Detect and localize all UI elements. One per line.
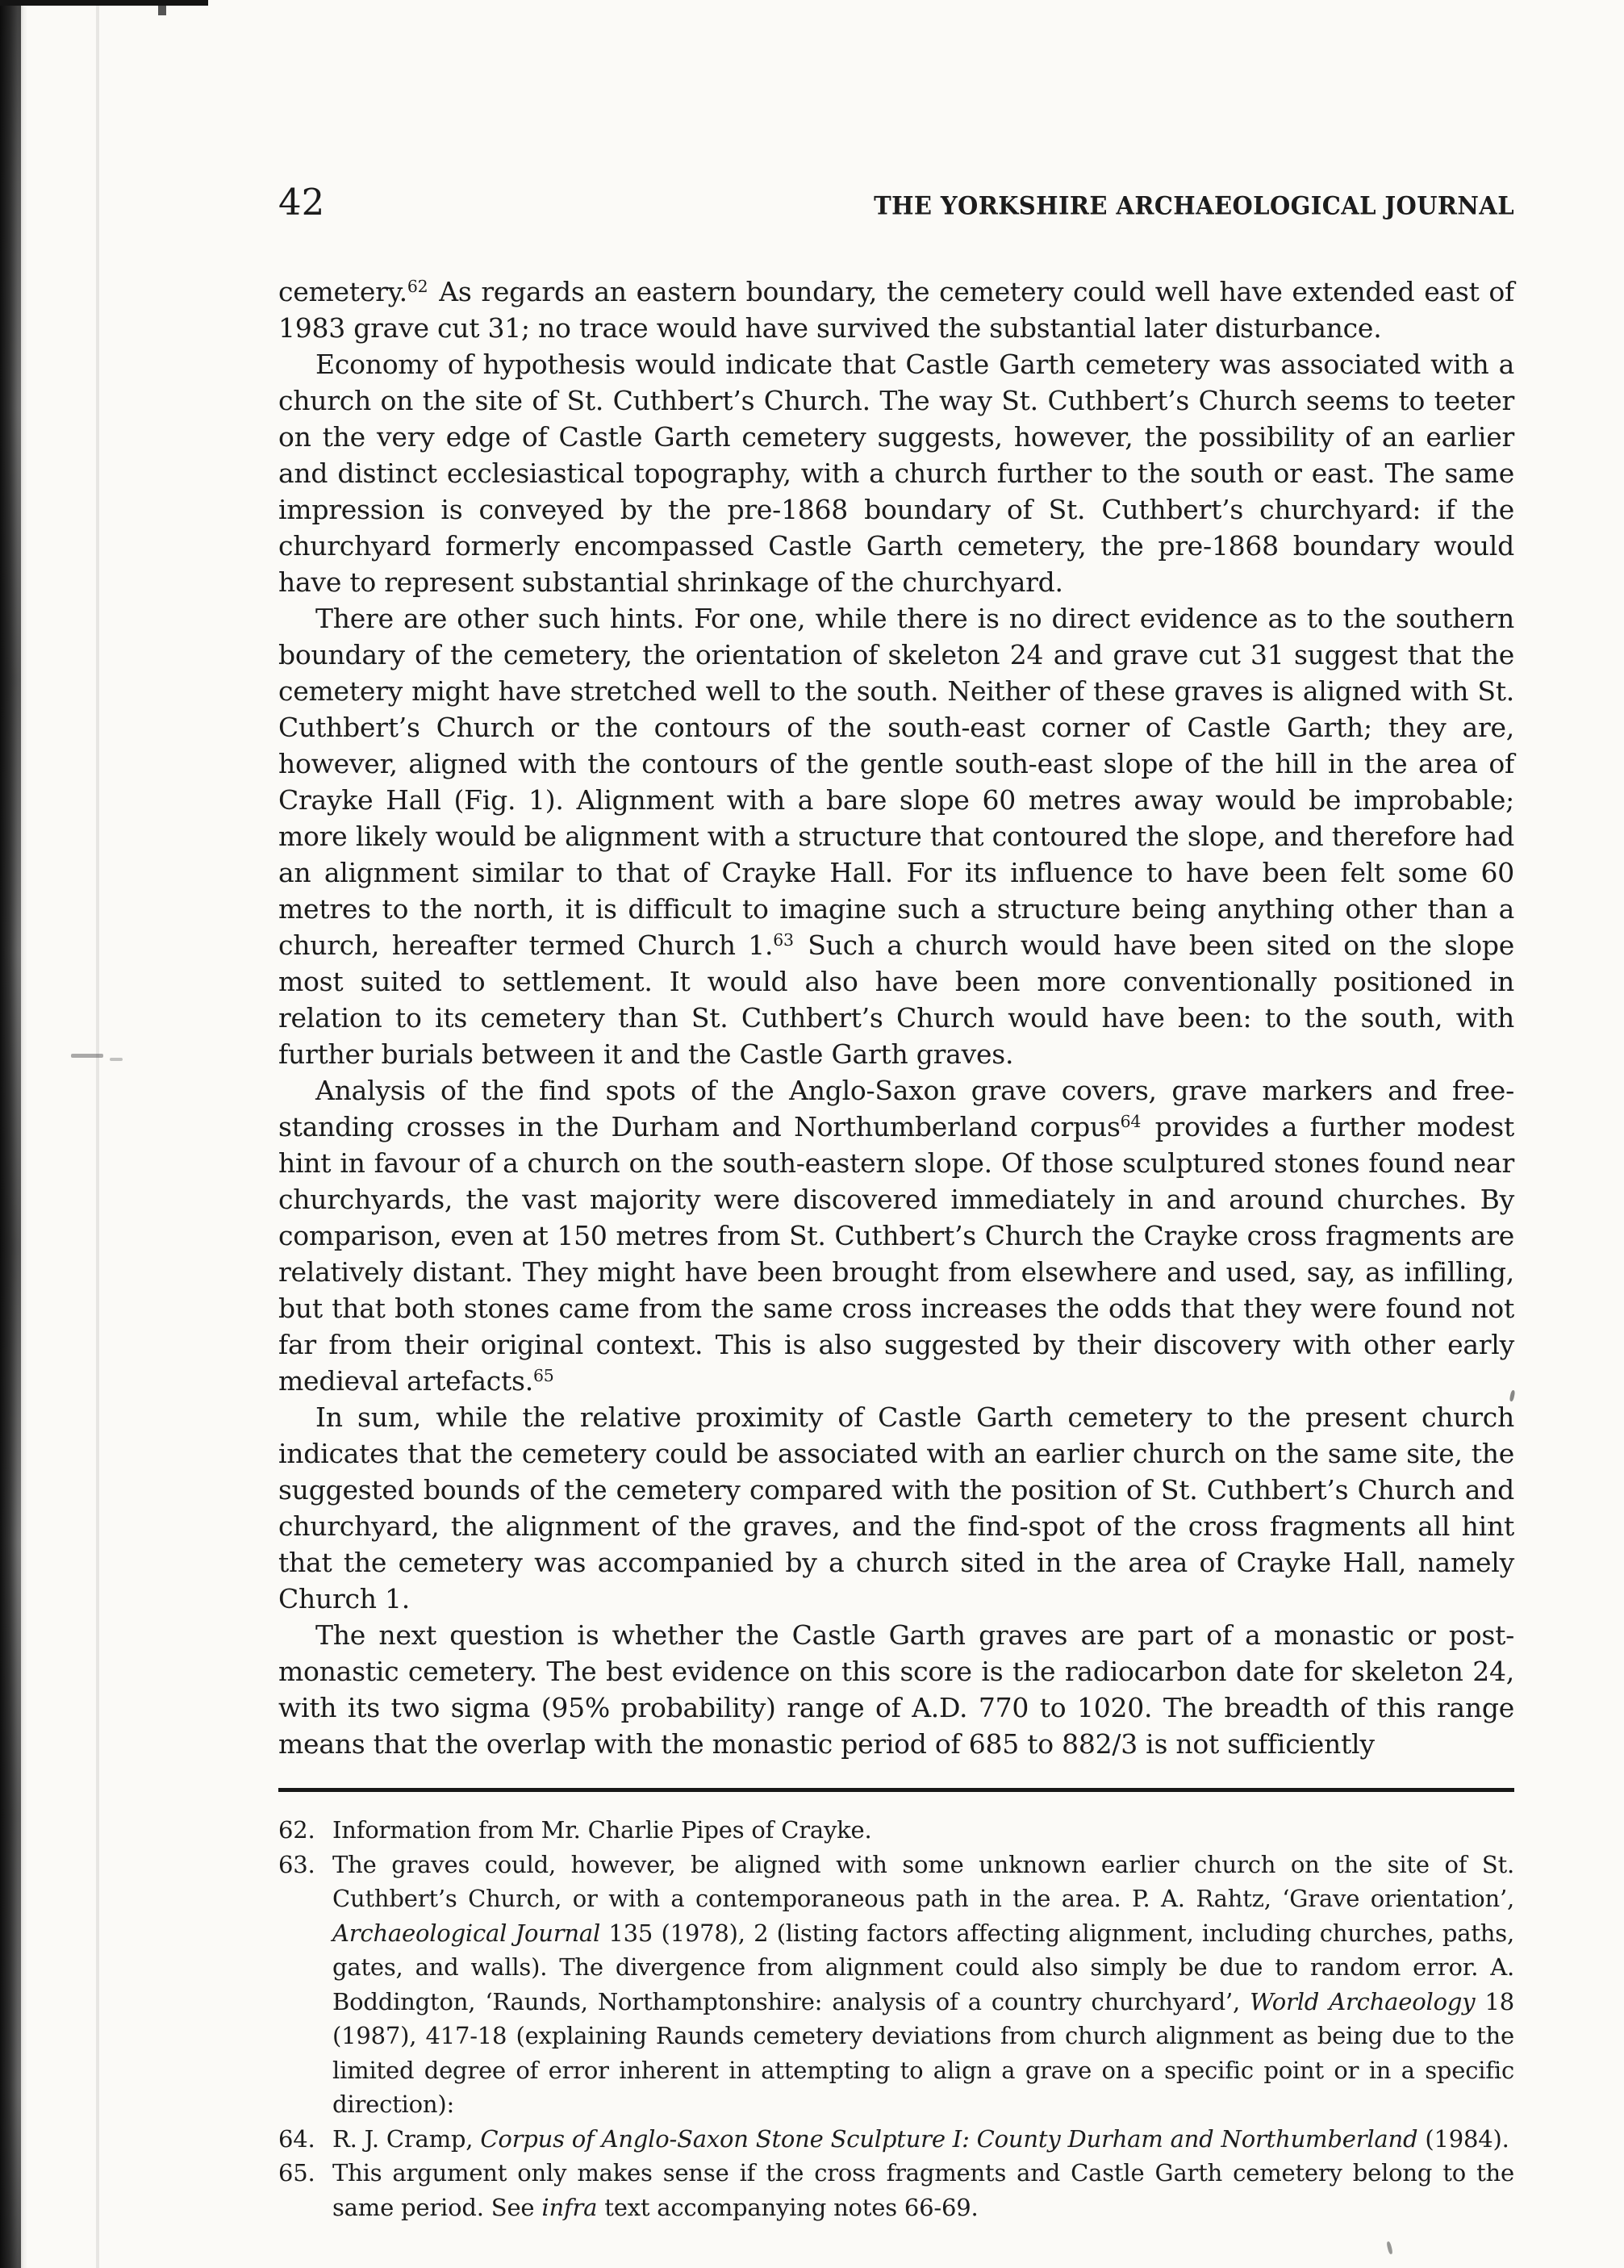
footnote-number: 64. [278,2124,315,2153]
scan-artifact [1386,2241,1393,2255]
footnote-number: 65. [278,2159,315,2187]
paragraph-5: In sum, while the relative proximity of Castle Garth cemetery to the present church indicates that the cemetery could be associated with an earlier church on the same site, the suggested bounds of the cemetery compared with the position of St. Cuthbert’s Church and churchyard, the alignment of the graves, and the find-spot of the cross fragments all hint that the cemetery was accompanied by a church sited in the area of Crayke Hall, namely Church 1. [278,1401,1514,1614]
footnote-64 [278,2122,1514,2157]
article-body [278,274,1514,1762]
journal-title: THE YORKSHIRE ARCHAEOLOGICAL JOURNAL [874,191,1514,220]
scan-artifact [110,1058,123,1061]
footnote-text: R. J. Cramp, Corpus of Anglo-Saxon Stone Sculpture I: County Durham and Northumberland (1984). [332,2124,1509,2153]
scan-artifact [71,1054,103,1058]
footnote-text: This argument only makes sense if the cross fragments and Castle Garth cemetery belong to the same period. See infra text accompanying notes 66-69. [332,2159,1514,2221]
page-number: 42 [278,181,325,223]
scan-edge-top [0,0,208,6]
footnote-number: 63. [278,1850,315,1878]
scan-artifact [158,6,166,15]
footnote-63 [278,1848,1514,2122]
paragraph-4: Analysis of the find spots of the Anglo-Saxon grave covers, grave markers and free-standing crosses in the Durham and Northumberland corpus$^{64}$ provides a further modest hint in favour of a church on the south-eastern slope. Of those sculptured stones found near churchyards, the vast majority were discovered immediately in and around churches. By comparison, even at 150 metres from St. Cuthbert’s Church the Crayke cross fragments are relatively distant. They might have been brought from elsewhere and used, say, as infilling, but that both stones came from the same cross increases the odds that they were found not far from their original context. This is also suggested by their discovery with other early medieval artefacts.$^{65}$ [278,1075,1514,1397]
footnote-text: The graves could, however, be aligned with some unknown earlier church on the site of St. Cuthbert’s Church, or with a contemporaneous path in the area. P. A. Rahtz, ‘Grave orientation’, Archaeological Journal 135 (1978), 2 (listing factors affecting alignment, including churches, paths, gates, and walls). The divergence from alignment could also simply be due to random error. A. Boddington, ‘Raunds, Northamptonshire: analysis of a country churchyard’, World Archaeology 18 (1987), 417-18 (explaining Raunds cemetery deviations from church alignment as being due to the limited degree of error inherent in attempting to align a grave on a specific point or in a specific direction): [332,1850,1514,2118]
page-header [278,181,1514,223]
footnote-section [278,1813,1514,2224]
page-content [278,181,1514,2224]
footnote-text: Information from Mr. Charlie Pipes of Crayke. [332,1816,872,1844]
footnote-number: 62. [278,1816,315,1844]
paragraph-2: Economy of hypothesis would indicate that Castle Garth cemetery was associated with a church on the site of St. Cuthbert’s Church. The way St. Cuthbert’s Church seems to teeter on the very edge of Castle Garth cemetery suggests, however, the possibility of an earlier and distinct ecclesiastical topography, with a church further to the south or east. The same impression is conveyed by the pre-1868 boundary of St. Cuthbert’s churchyard: if the churchyard formerly encompassed Castle Garth cemetery, the pre-1868 boundary would have to represent substantial shrinkage of the churchyard. [278,349,1514,598]
page-fold-shadow [96,0,99,2268]
paragraph-1: cemetery.$^{62}$ As regards an eastern boundary, the cemetery could well have extended east of 1983 grave cut 31; no trace would have survived the substantial later disturbance. [278,276,1514,344]
footnote-65 [278,2156,1514,2224]
footnote-rule [278,1788,1514,1792]
footnote-62 [278,1813,1514,1848]
paragraph-6: The next question is whether the Castle Garth graves are part of a monastic or post-monastic cemetery. The best evidence on this score is the radiocarbon date for skeleton 24, with its two sigma (95% probability) range of A.D. 770 to 1020. The breadth of this range means that the overlap with the monastic period of 685 to 882/3 is not sufficiently [278,1619,1514,1760]
book-binding-shadow-fade [0,0,27,2268]
paragraph-3: There are other such hints. For one, while there is no direct evidence as to the southern boundary of the cemetery, the orientation of skeleton 24 and grave cut 31 suggest that the cemetery might have stretched well to the south. Neither of these graves is aligned with St. Cuthbert’s Church or the contours of the south-east corner of Castle Garth; they are, however, aligned with the contours of the gentle south-east slope of the hill in the area of Crayke Hall (Fig. 1). Alignment with a bare slope 60 metres away would be improbable; more likely would be alignment with a structure that contoured the slope, and therefore had an alignment similar to that of Crayke Hall. For its influence to have been felt some 60 metres to the north, it is difficult to imagine such a structure being anything other than a church, hereafter termed Church 1.63 Such a church would have been sited on the slope most suited to settlement. It would also have been more conventionally positioned in relation to its cemetery than St. Cuthbert’s Church would have been: to the south, with further burials between it and the Castle Garth graves. [278,603,1514,1070]
